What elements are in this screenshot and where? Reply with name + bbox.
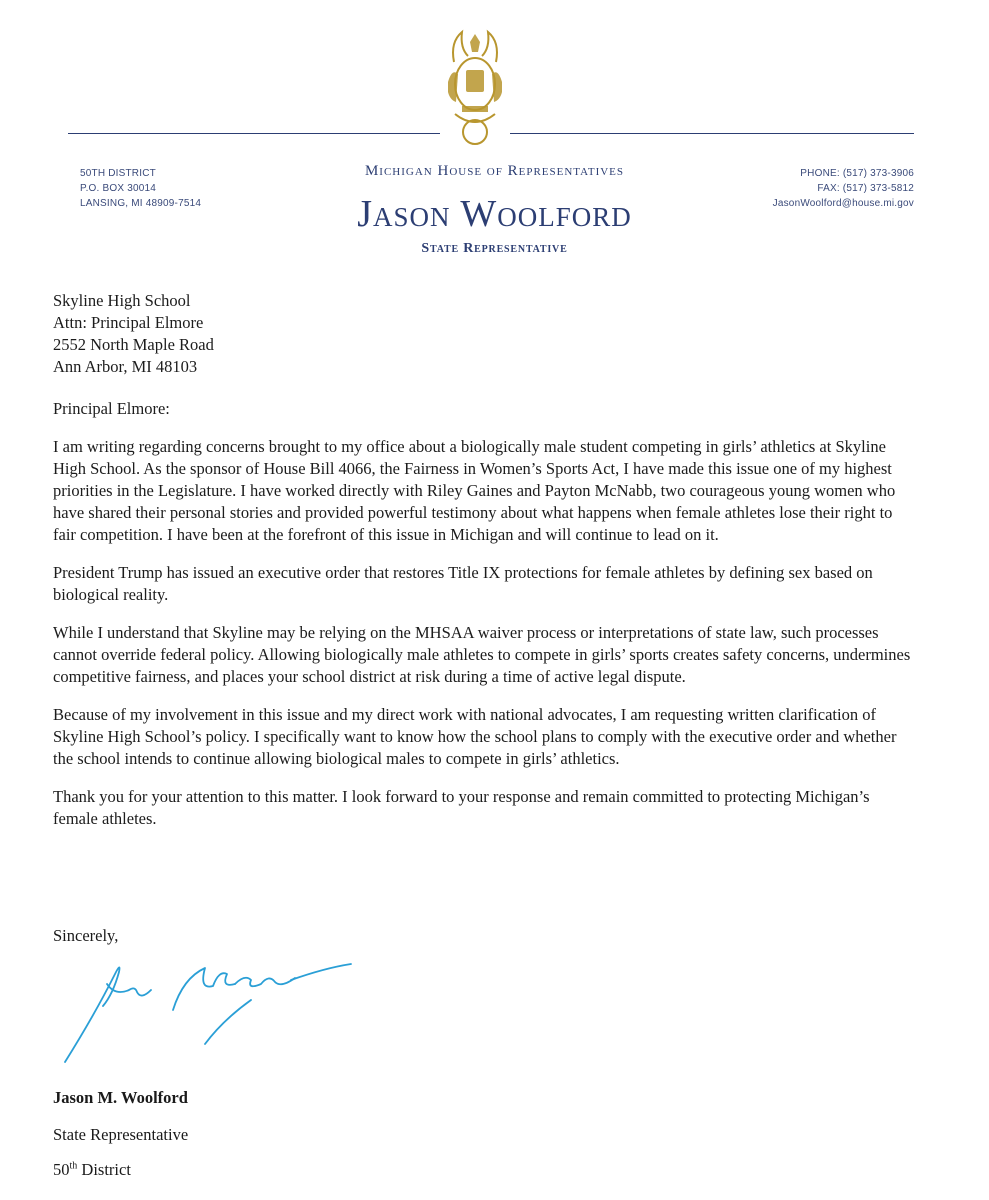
recipient-line: Attn: Principal Elmore [53, 313, 204, 332]
contact-phone: PHONE: (517) 373-3906 [800, 168, 914, 179]
representative-title: State Representative [421, 241, 568, 256]
recipient-line: Ann Arbor, MI 48103 [53, 357, 198, 376]
contact-fax: FAX: (517) 373-5812 [817, 183, 914, 194]
signer-district [53, 1160, 131, 1180]
recipient-line: 2552 North Maple Road [53, 335, 214, 354]
paragraph: President Trump has issued an executive order that restores Title IX protections for female athletes by defining sex based on biological reality. [53, 563, 873, 604]
contact-email: JasonWoolford@house.mi.gov [772, 198, 914, 209]
address-line: LANSING, MI 48909-7514 [80, 198, 202, 209]
recipient-address [53, 290, 913, 378]
paragraph: I am writing regarding concerns brought to my office about a biologically male student competing in girls’ athletics at Skyline High School. As the sponsor of House Bill 4066, the Fairness in Women’s Sports Act, I have made this issue one of my highest priorities in the Legislature. I have worked directly with Riley Gaines and Payton McNabb, two courageous young women who have shared their personal stories and provided powerful testimony about what happens when female athletes lose their right to fair competition. I have been at the forefront of this issue in Michigan and will continue to lead on it. [53, 437, 896, 544]
paragraph: Because of my involvement in this issue and my direct work with national advocates, I am requesting written clarification of Skyline High School’s policy. I specifically want to know how the school plans to comply with the executive order and whether the school intends to continue allowing biological males to compete in girls’ athletics. [53, 705, 897, 768]
closing: Sincerely, [53, 926, 119, 945]
handwritten-signature [55, 944, 375, 1069]
letter-body [53, 290, 913, 830]
paragraph: Thank you for your attention to this matter. I look forward to your response and remain committed to protecting Michigan’s female athletes. [53, 787, 870, 828]
signer-name: Jason M. Woolford [53, 1088, 188, 1107]
district-number: 50 [53, 1160, 70, 1179]
district-suffix: th [69, 1160, 78, 1172]
address-line: P.O. BOX 30014 [80, 183, 156, 194]
house-title: Michigan House of Representatives [364, 163, 625, 179]
state-seal-icon [440, 22, 510, 152]
recipient-line: Skyline High School [53, 291, 191, 310]
representative-name: Jason Woolford [357, 193, 632, 235]
district-word: District [81, 1160, 131, 1179]
letterhead-rule-left [68, 133, 440, 134]
salutation: Principal Elmore: [53, 399, 170, 418]
letterhead-rule-right [510, 133, 914, 134]
signer-title: State Representative [53, 1125, 189, 1144]
office-contact [773, 166, 914, 211]
paragraph: While I understand that Skyline may be relying on the MHSAA waiver process or interpretations of state law, such processes cannot override federal policy. Allowing biologically male athletes to compete in girls’ sports creates safety concerns, undermines competitive fairness, and places your school district at risk during a time of active legal dispute. [53, 623, 911, 686]
address-line: 50TH DISTRICT [80, 168, 156, 179]
